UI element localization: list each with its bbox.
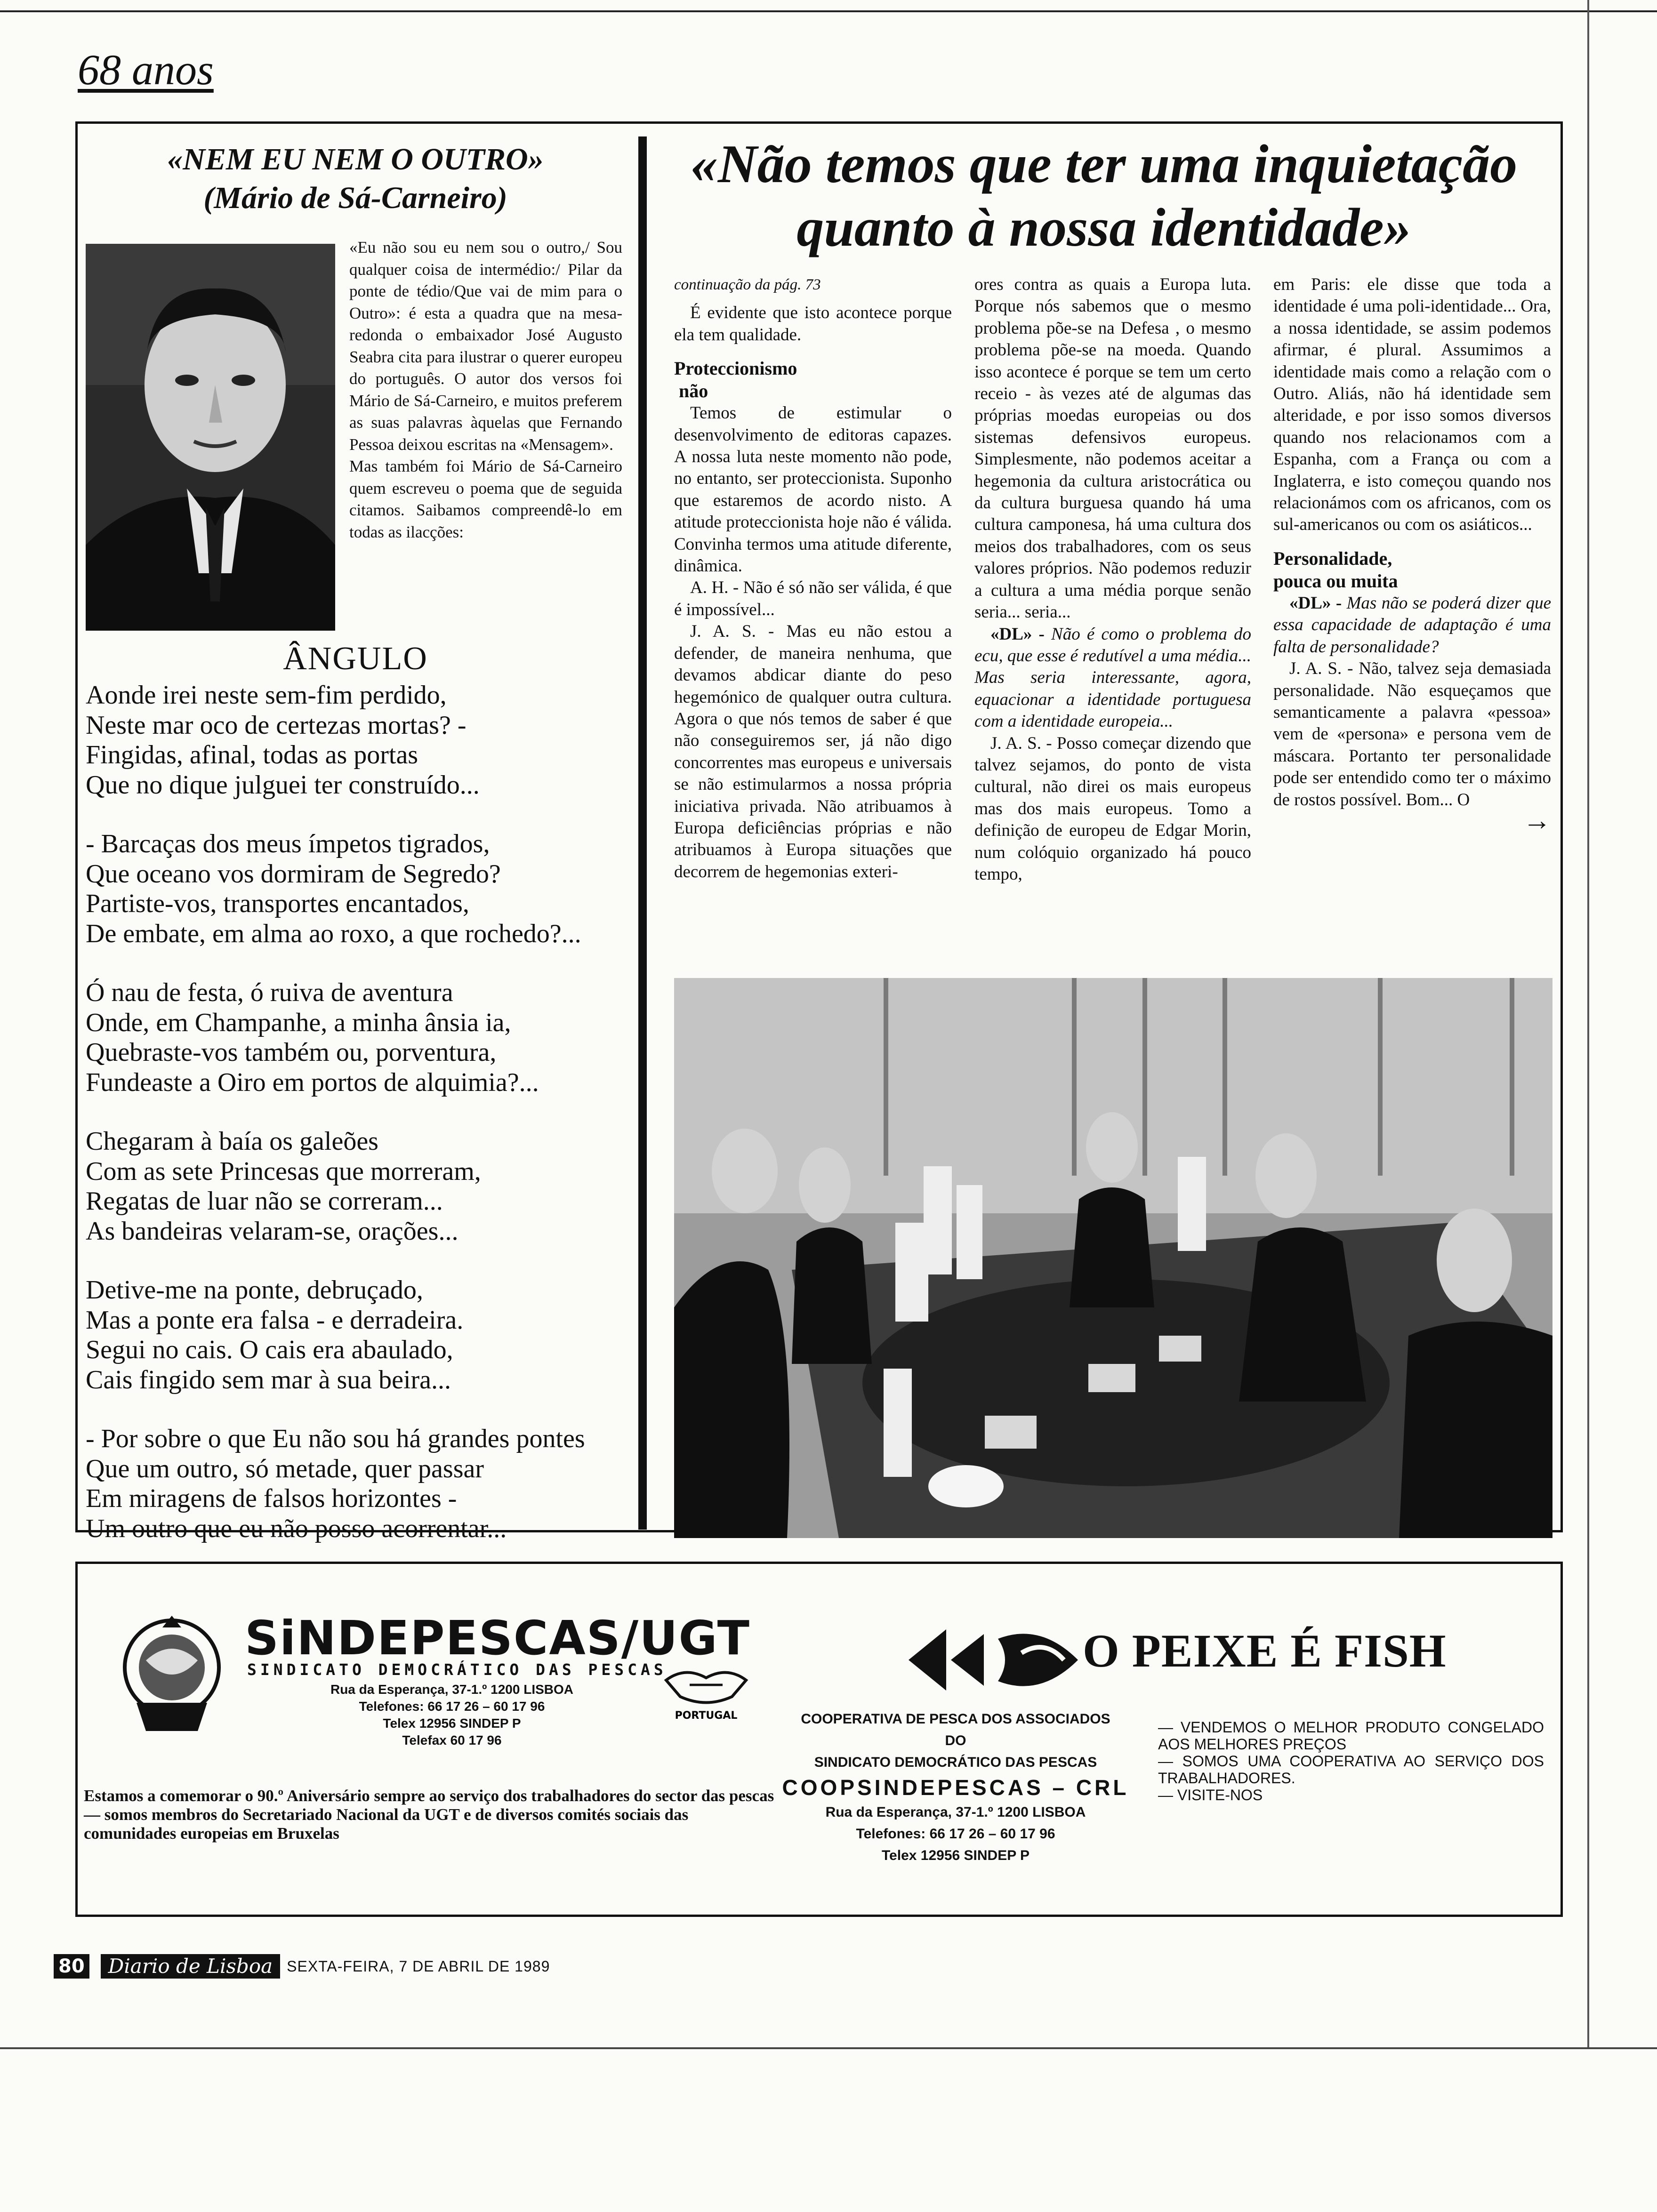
- subhead-line: Proteccionismo: [674, 358, 797, 379]
- subhead-proteccionismo: [674, 357, 952, 402]
- verse: Que um outro, só metade, quer passar: [86, 1454, 484, 1483]
- subhead-personalidade: [1273, 547, 1551, 593]
- headline-line1: «Não temos que ter uma inquietação: [690, 134, 1518, 194]
- verse: Detive-me na ponte, debruçado,: [86, 1275, 423, 1305]
- paragraph: Temos de estimular o desenvolvimento de editoras capazes. A nossa luta neste momento não pode, no entanto, ser proteccionista. Suponho que estaremos de acordo nisto. A atitude proteccionista hoje não é válida. Convinha termos uma atitude diferente, dinâmica.: [674, 403, 952, 576]
- paragraph: É evidente que isto acontece porque ela tem qualidade.: [674, 303, 952, 345]
- sindepescas-contact: [301, 1681, 603, 1749]
- roundtable-illustration: [674, 978, 1552, 1538]
- paragraph: J. A. S. - Posso começar dizendo que talvez sejamos, do ponto de vista cultural, não direi os mais europeus mas dos mais europeus. Tomo a definição de europeu de Edgar Morin, num colóquio organizado há pouco tempo,: [974, 733, 1251, 884]
- stanza: [86, 1275, 636, 1395]
- stanza: [86, 978, 636, 1098]
- verse: Ó nau de festa, ó ruiva de aventura: [86, 978, 453, 1007]
- paragraph: em Paris: ele disse que toda a identidade é uma poli-identidade... Ora, a nossa identidade, se assim podemos afirmar, é plural. Assumimos a identidade mais como a relação com o Outro. Aliás, não há identidade sem alteridade, e por isso somos diversos quando nos relacionamos com a Espanha, com a França ou com a Inglaterra, e isto começou quando nos relacionámos com os africanos, com os sul-americanos ou com os asiáticos...: [1273, 275, 1551, 535]
- paragraph: [1273, 658, 1551, 836]
- paragraph: J. A. S. - Mas eu não estou a defender, de maneira nenhuma, que devamos abdicar diante do peso hegemónico de qualquer outra cultura. Agora o que nós temos de saber é que não conseguiremos ser, já não digo concorrentes mas europeus e universais se não estimularmos a nossa própria iniciativa privada. Não atribuamos à Europa deficiências próprias e não atribuamos à Europa situações que decorrem de hegemonias exteri-: [674, 622, 952, 882]
- page-number: 80: [54, 1954, 89, 1979]
- dl-question-text: Não é como o problema do ecu, que esse é redutível a uma média... Mas seria interessante, agora, equacionar a identidade portuguesa com a identidade europeia...: [974, 624, 1251, 731]
- telefax: Telefax 60 17 96: [402, 1733, 502, 1747]
- poem-title: ÂNGULO: [283, 641, 428, 677]
- poem-block-title-line2: (Mário de Sá-Carneiro): [203, 181, 507, 215]
- list-item: — VENDEMOS O MELHOR PRODUTO CONGELADO AOS MELHORES PREÇOS: [1158, 1719, 1544, 1753]
- coop-line: SINDICATO DEMOCRÁTICO DAS PESCAS: [814, 1755, 1097, 1770]
- page-footer: [54, 1954, 550, 1979]
- stanza: [86, 1127, 636, 1246]
- section-tag: 68 anos: [78, 46, 214, 94]
- verse: Um outro que eu não posso acorrentar...: [86, 1514, 507, 1543]
- poem-block-title: [80, 140, 631, 217]
- paragraph: ores contra as quais a Europa luta. Porque nós sabemos que o mesmo problema põe-se na Defesa , o mesmo problema põe-se na moeda. Quando isso acontece é porque se tem um certo receio - às vezes até de algumas das próprias moedas europeias ou dos sistemas defensivos europeus. Simplesmente, não podemos aceitar a hegemonia da cultura aristocrática ou da cultura burguesa quando há uma cultura camponesa, há uma cultura dos meios dos trabalhadores, com os seus valores próprios. Não podemos reduzir a cultura a uma média porque senão seria... seria...: [974, 275, 1251, 622]
- paragraph-text: J. A. S. - Não, talvez seja demasiada personalidade. Não esqueçamos que semanticamente a palavra «pessoa» vem de «persona» e persona vem de máscara. Portanto ter personalidade pode ser entendido como ter o máximo de rostos possível. Bom... O: [1273, 659, 1551, 809]
- interviewer-question: [974, 624, 1251, 733]
- coop-line: COOPERATIVA DE PESCA DOS ASSOCIADOS: [801, 1711, 1110, 1727]
- coop-line: DO: [945, 1733, 966, 1748]
- verse: Regatas de luar não se correram...: [86, 1186, 443, 1216]
- fish-list: [1158, 1719, 1544, 1803]
- article-headline: [654, 133, 1553, 260]
- verse: Neste mar oco de certezas mortas? -: [86, 710, 467, 740]
- verse: - Por sobre o que Eu não sou há grandes pontes: [86, 1424, 585, 1453]
- verse: Que no dique julguei ter construído...: [86, 770, 480, 800]
- portrait-photo: [86, 244, 335, 631]
- newspaper-name: Diario de Lisboa: [101, 1954, 280, 1979]
- stanza: [86, 829, 636, 949]
- bottom-rule: [0, 2047, 1657, 2049]
- coop-address: Rua da Esperança, 37-1.º 1200 LISBOA: [825, 1804, 1086, 1820]
- verse: Cais fingido sem mar à sua beira...: [86, 1365, 451, 1395]
- poem: [86, 681, 636, 1544]
- poem-intro-p1: «Eu não sou eu nem sou o outro,/ Sou qualquer coisa de intermédio:/ Pilar da ponte de tédio/Que vai de mim para o Outro»: é esta a quadra que na mesa-redonda o embaixador José Augusto Seabra cita para ilustrar o querer europeu do português. O autor dos versos foi Mário de Sá-Carneiro, e muitos preferem as suas palavras àquelas que Fernando Pessoa deixou escritas na «Mensagem».: [349, 238, 622, 454]
- poem-intro: [349, 237, 622, 543]
- poem-intro-p2: Mas também foi Mário de Sá-Carneiro quem escreveu o poema que de seguida citamos. Saibamos compreendê-lo em todas as ilacções:: [349, 457, 622, 541]
- paragraph: A. H. - Não é só não ser válida, é que é impossível...: [674, 578, 952, 619]
- fish-slogan: O PEIXE É FISH: [1083, 1625, 1447, 1677]
- verse: Chegaram à baía os galeões: [86, 1127, 378, 1156]
- list-item: — SOMOS UMA COOPERATIVA AO SERVIÇO DOS TRABALHADORES.: [1158, 1753, 1544, 1787]
- subhead-line: Personalidade,: [1273, 547, 1392, 569]
- coop-telex: Telex 12956 SINDEP P: [881, 1848, 1030, 1863]
- telex: Telex 12956 SINDEP P: [383, 1716, 521, 1731]
- coop-phones: Telefones: 66 17 26 – 60 17 96: [856, 1826, 1055, 1842]
- handshake-label: PORTUGAL: [675, 1710, 738, 1722]
- verse: Fundeaste a Oiro em portos de alquimia?...: [86, 1067, 539, 1097]
- dl-label: «DL» -: [1289, 593, 1342, 613]
- subhead-line: não: [679, 380, 708, 402]
- verse: De embate, em alma ao roxo, a que rochedo?...: [86, 919, 581, 948]
- headline-line2: quanto à nossa identidade»: [796, 198, 1411, 258]
- article-column-1: [674, 274, 952, 883]
- verse: Com as sete Princesas que morreram,: [86, 1156, 481, 1186]
- verse: Onde, em Champanhe, a minha ânsia ia,: [86, 1008, 511, 1037]
- verse: Aonde irei neste sem-fim perdido,: [86, 681, 447, 710]
- article-column-2: [974, 274, 1251, 885]
- dl-label: «DL» -: [990, 624, 1045, 644]
- verse: Fingidas, afinal, todas as portas: [86, 740, 418, 769]
- verse: Partiste-vos, transportes encantados,: [86, 889, 469, 918]
- verse: Segui no cais. O cais era abaulado,: [86, 1335, 453, 1364]
- union-emblem-icon: [118, 1609, 226, 1736]
- verse: Em miragens de falsos horizontes -: [86, 1484, 457, 1513]
- article-column-3: [1273, 274, 1551, 836]
- subhead-line: pouca ou muita: [1273, 570, 1398, 592]
- verse: As bandeiras velaram-se, orações...: [86, 1216, 458, 1246]
- roundtable-photo: [674, 978, 1552, 1538]
- column-divider: [638, 136, 647, 1530]
- issue-date: SEXTA-FEIRA, 7 DE ABRIL DE 1989: [287, 1957, 550, 1975]
- verse: - Barcaças dos meus ímpetos tigrados,: [86, 829, 490, 858]
- cooperative-info: [772, 1708, 1139, 1867]
- handshake-icon: [657, 1657, 756, 1723]
- portrait-illustration: [86, 244, 335, 631]
- phones: Telefones: 66 17 26 – 60 17 96: [359, 1699, 545, 1714]
- dl-question-text: Mas não se poderá dizer que essa capacidade de adaptação é uma falta de personalidade?: [1273, 593, 1551, 657]
- stanza: [86, 681, 636, 800]
- interviewer-question: [1273, 593, 1551, 658]
- sindepescas-subtitle: SINDICATO DEMOCRÁTICO DAS PESCAS: [247, 1660, 667, 1679]
- page-edge: [1587, 0, 1589, 2047]
- sindepescas-title: SiNDEPESCAS/UGT: [245, 1611, 750, 1666]
- continue-arrow-icon: →: [1523, 804, 1551, 836]
- coop-name: COOPSINDEPESCAS – CRL: [782, 1775, 1129, 1800]
- top-rule: [0, 0, 1657, 12]
- verse: Mas a ponte era falsa - e derradeira.: [86, 1305, 464, 1335]
- fish-logo-icon: [904, 1625, 1083, 1695]
- sindepescas-message: Estamos a comemorar o 90.º Aniversário sempre ao serviço dos trabalhadores do sector das pescas — somos membros do Secretariado Nacional da UGT e de diversos comités sociais das comunidades europeias em Bruxelas: [84, 1787, 774, 1843]
- verse: Que oceano vos dormiram de Segredo?: [86, 859, 501, 889]
- stanza: [86, 1424, 636, 1544]
- verse: Quebraste-vos também ou, porventura,: [86, 1038, 497, 1067]
- continuation-note: continuação da pág. 73: [674, 276, 821, 293]
- address: Rua da Esperança, 37-1.º 1200 LISBOA: [330, 1682, 573, 1697]
- list-item: — VISITE-NOS: [1158, 1787, 1263, 1803]
- poem-block-title-line1: «NEM EU NEM O OUTRO»: [167, 142, 544, 176]
